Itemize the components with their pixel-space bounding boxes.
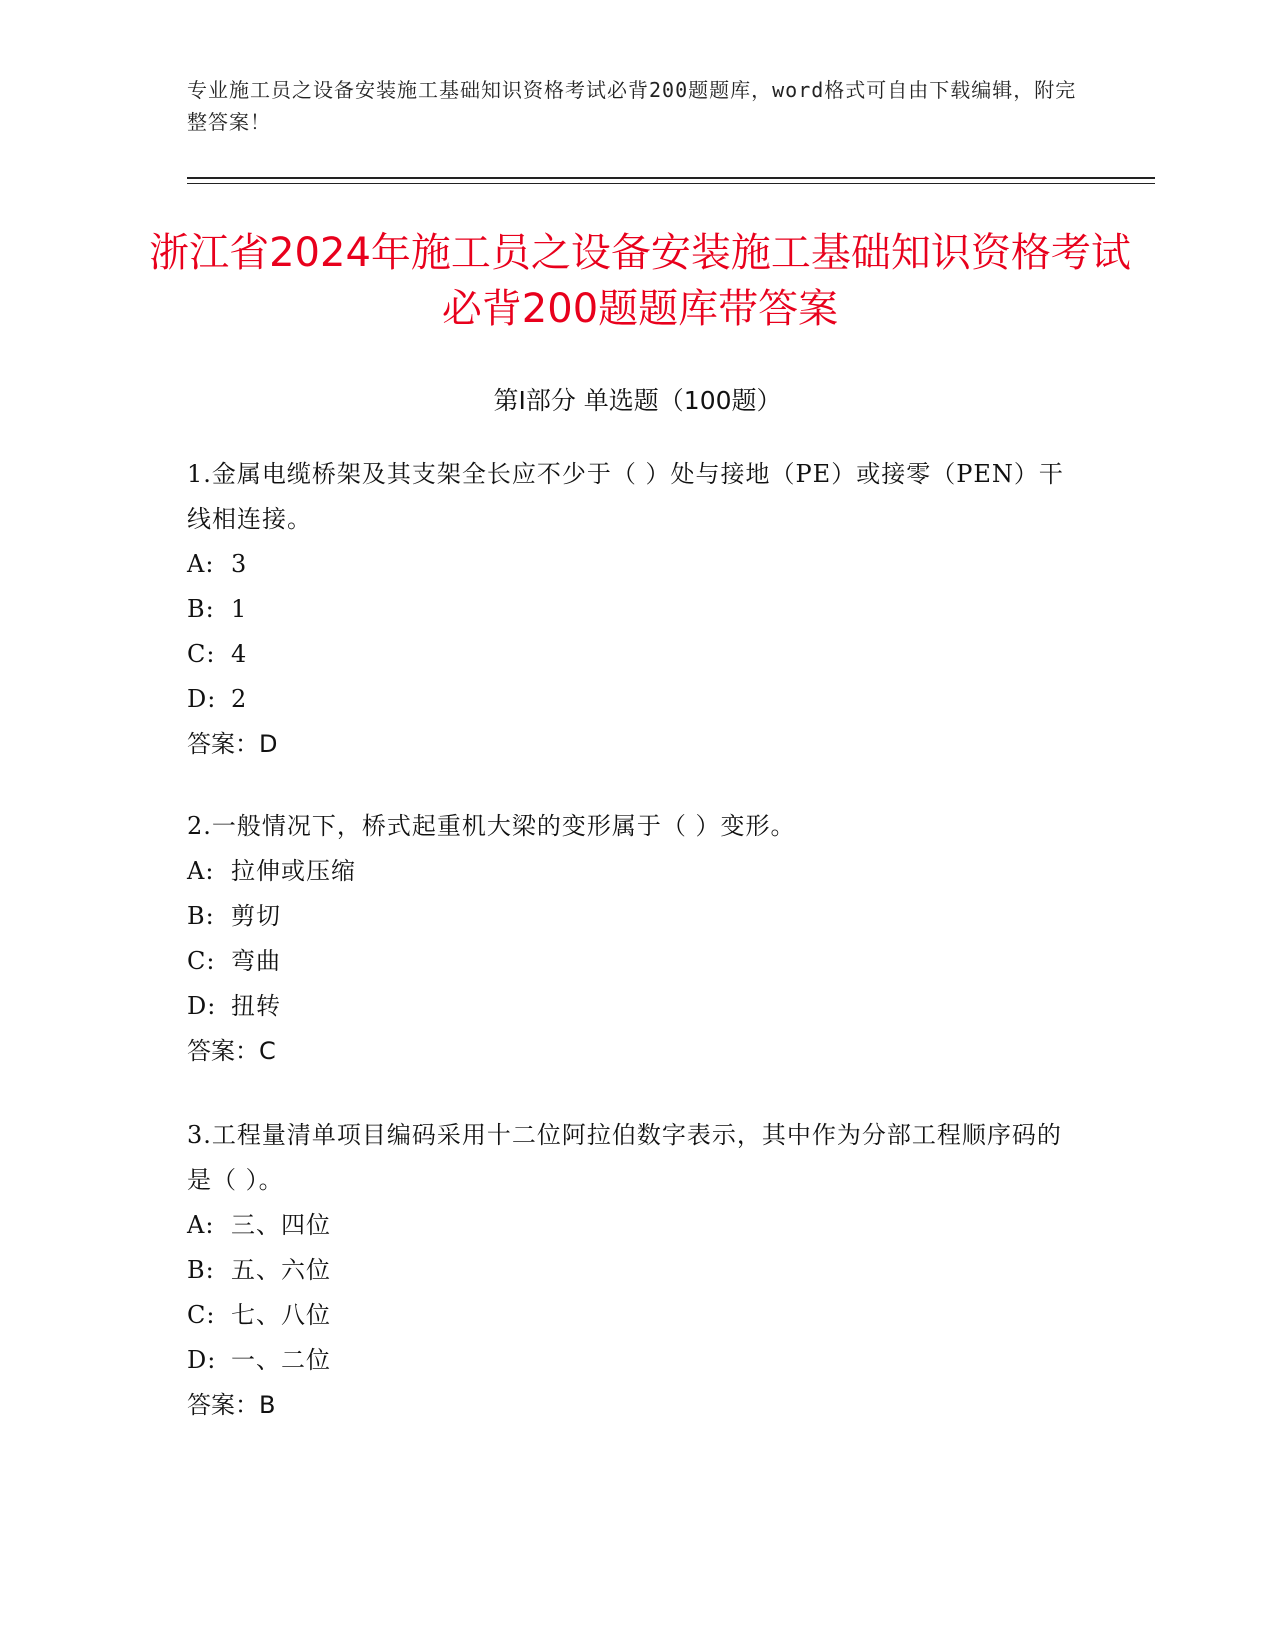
option-text: 3 <box>231 550 248 578</box>
option-text: 五、六位 <box>231 1256 331 1284</box>
option-d <box>187 984 1067 1029</box>
header-divider-thin <box>187 183 1155 184</box>
option-c <box>187 939 1067 984</box>
option-key: A: <box>187 857 215 885</box>
option-c <box>187 1293 1067 1338</box>
option-key: A: <box>187 1211 215 1239</box>
question-stem: 1.金属电缆桥架及其支架全长应不少于（ ）处与接地（PE）或接零（PEN）干线相连接。 <box>187 460 1064 533</box>
option-b <box>187 1248 1067 1293</box>
option-text: 三、四位 <box>231 1211 331 1239</box>
option-text: 一、二位 <box>231 1346 331 1374</box>
option-a <box>187 542 1067 587</box>
option-key: B: <box>187 1256 215 1284</box>
question-3 <box>187 1113 1067 1428</box>
option-key: D: <box>187 1346 217 1374</box>
option-text: 2 <box>231 685 248 713</box>
option-b <box>187 894 1067 939</box>
option-text: 剪切 <box>231 902 281 930</box>
header-divider-thick <box>187 177 1155 179</box>
option-key: C: <box>187 947 216 975</box>
option-key: D: <box>187 992 217 1020</box>
option-text: 拉伸或压缩 <box>231 857 356 885</box>
answer-line: 答案：B <box>187 1391 276 1419</box>
option-b <box>187 587 1067 632</box>
option-key: A: <box>187 550 215 578</box>
option-d <box>187 1338 1067 1383</box>
header-note: 专业施工员之设备安装施工基础知识资格考试必背200题题库，word格式可自由下载编辑，附完整答案！ <box>187 78 1077 134</box>
question-stem: 2.一般情况下，桥式起重机大梁的变形属于（ ）变形。 <box>187 812 796 840</box>
option-c <box>187 632 1067 677</box>
option-text: 七、八位 <box>231 1301 331 1329</box>
option-d <box>187 677 1067 722</box>
option-a <box>187 849 1067 894</box>
option-key: C: <box>187 1301 216 1329</box>
option-key: C: <box>187 640 216 668</box>
question-2 <box>187 804 1067 1074</box>
answer-line: 答案：D <box>187 730 278 758</box>
option-a <box>187 1203 1067 1248</box>
option-key: B: <box>187 902 215 930</box>
option-text: 1 <box>231 595 248 623</box>
option-text: 4 <box>231 640 248 668</box>
section-title: 第Ⅰ部分 单选题（100题） <box>493 386 782 415</box>
option-text: 弯曲 <box>231 947 281 975</box>
option-text: 扭转 <box>231 992 281 1020</box>
question-stem: 3.工程量清单项目编码采用十二位阿拉伯数字表示，其中作为分部工程顺序码的是（ ）。 <box>187 1121 1062 1194</box>
answer-line: 答案：C <box>187 1037 276 1065</box>
option-key: D: <box>187 685 217 713</box>
question-1 <box>187 452 1067 767</box>
option-key: B: <box>187 595 215 623</box>
document-title: 浙江省2024年施工员之设备安装施工基础知识资格考试必背200题题库带答案 <box>149 230 1131 332</box>
